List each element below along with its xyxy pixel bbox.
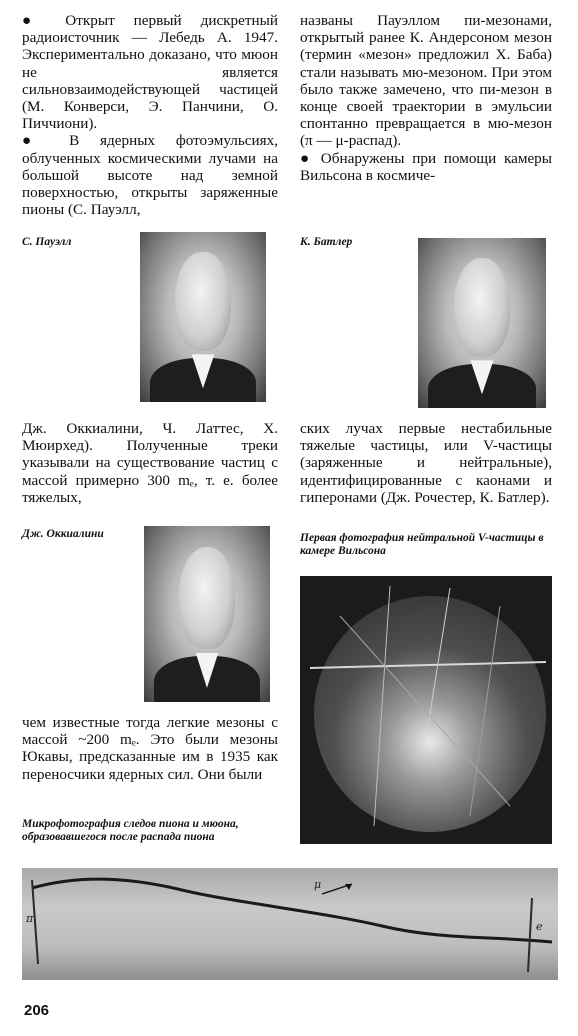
label-mu: μ (314, 878, 322, 891)
left-text-bottom (22, 714, 278, 783)
caption-v-particle: Первая фотография нейтральной V-частицы в камере Вильсона (300, 532, 544, 557)
paragraph-tracks: Дж. Оккиалини, Ч. Латтес, Х. Мюирхед). Полученные треки указывали на существование частиц с массой примерно 300 mₑ, т. е. более тяжелых, (22, 420, 278, 506)
caption-occhialini: Дж. Оккиалини (22, 528, 104, 540)
micro-photo-pion-muon (22, 868, 558, 980)
cloud-chamber-tracks (300, 576, 552, 844)
photo-butler (418, 238, 546, 408)
page-number: 206 (24, 1002, 50, 1019)
paragraph-yukawa: чем известные тогда легкие мезоны с массой ~200 mₑ. Это были мезоны Юкавы, предсказанные им в 1935 как переносчики ядерных сил. Они были (22, 714, 278, 783)
caption-butler: К. Батлер (300, 236, 353, 248)
left-text-top (22, 12, 278, 218)
right-text-mid (300, 420, 552, 506)
paragraph-v-particles: ских лучах первые нестабильные тяжелые частицы, или V-частицы (заряженные и нейтральные), идентифицированные с каонами и гиперонами (Дж. Рочестер, К. Батлер). (300, 420, 552, 506)
paragraph-mesons: названы Пауэллом пи-мезонами, открытый ранее К. Андерсоном мезон (термин «мезон» предложил Х. Баба) стали называть мю-мезоном. При этом было также замечено, что пи-мезон в конце своей траектории в эмульсии спонтанно превращается в мю-мезон (π — μ-распад). (300, 12, 552, 150)
left-text-mid (22, 420, 278, 506)
right-text-top (300, 12, 552, 184)
cloud-chamber-photo (300, 576, 552, 844)
pion-muon-track (22, 868, 558, 980)
caption-micro: Микрофотография следов пиона и мюона, образовавшегося после распада пиона (22, 818, 239, 843)
paragraph-cloud-chamber: ● Обнаружены при помощи камеры Вильсона в космиче- (300, 150, 552, 184)
paragraph-radio-source: ● Открыт первый дискретный радиоисточник — Лебедь А. 1947. Экспериментально доказано, что мюон не является сильновзаимодействующей частицей (М. Конверси, Э. Панчини, О. Пиччиони). (22, 12, 278, 132)
label-pi: π (26, 912, 34, 925)
photo-occhialini (144, 526, 270, 702)
caption-powell: С. Пауэлл (22, 236, 72, 248)
paragraph-pions: ● В ядерных фотоэмульсиях, облученных космическими лучами на большой высоте над земной поверхностью, открыты заряженные пионы (С. Пауэлл, (22, 132, 278, 218)
photo-powell (140, 232, 266, 402)
label-e: e (536, 920, 543, 933)
